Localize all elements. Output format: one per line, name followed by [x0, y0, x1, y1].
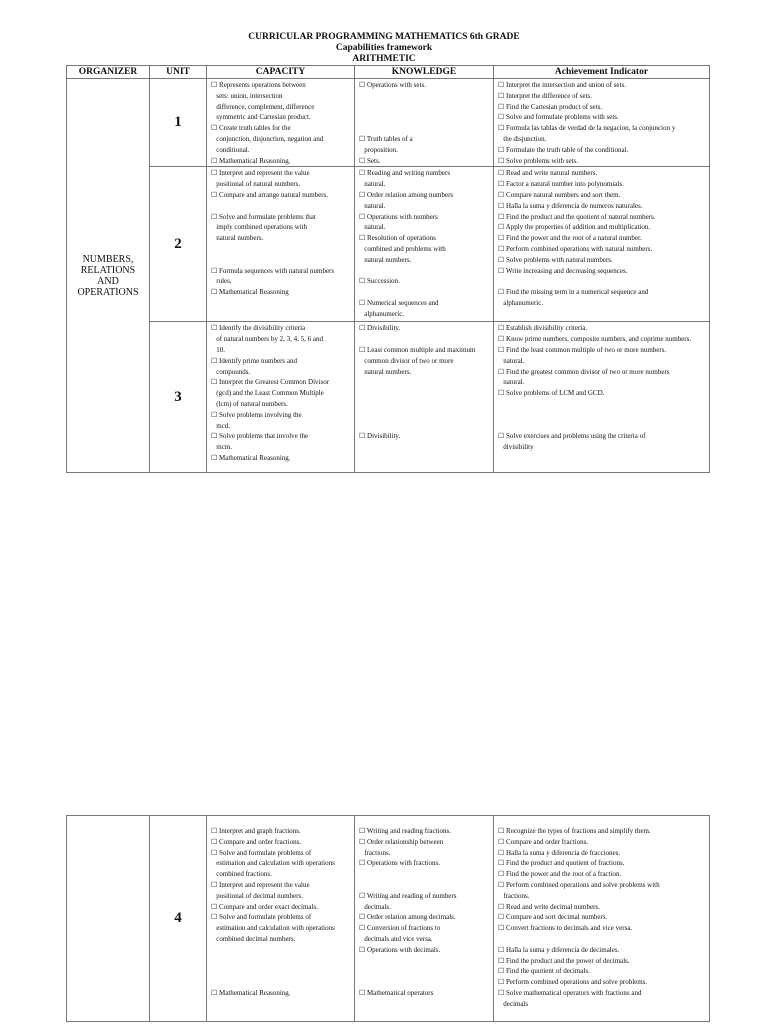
cell-line: ☐ Writing and reading of numbers — [359, 891, 457, 900]
capacity-cell — [207, 167, 355, 322]
col-header-organizer: ORGANIZER — [67, 66, 150, 79]
cell-line: ☐ Formula sequences with natural numbers — [211, 266, 335, 275]
cell-line: ☐ Order relation among decimals. — [359, 913, 456, 922]
unit-number: 2 — [150, 167, 207, 322]
cell-line: ☐ Solve and formulate problems of — [211, 848, 312, 857]
cell-line: ☐ Find the greatest common divisor of two or more numbers — [498, 367, 670, 376]
cell-line — [498, 399, 707, 410]
cell-line: ☐ Solve and formulate problems of — [211, 913, 312, 922]
capacity-cell — [207, 816, 355, 1022]
table-header-row — [67, 66, 710, 79]
cell-line: mcd. — [211, 421, 231, 430]
cell-line: ☐ Compare and sort decimal numbers. — [498, 913, 608, 922]
cell-line: ☐ Compare and order fractions. — [211, 837, 302, 846]
organizer-cell-empty — [67, 816, 150, 1022]
cell-line — [359, 977, 491, 988]
cell-line: ☐ Interpret the Greatest Common Divisor — [211, 378, 330, 387]
cell-line: ☐ Halla la suma y diferencia de fracciones. — [498, 848, 621, 857]
cell-line: ☐ Operations with sets. — [359, 81, 426, 89]
cell-line: ☐ Mathematical Reasoning. — [211, 453, 291, 462]
cell-line: ☐ Factor a natural number into polynomials. — [498, 180, 624, 189]
cell-line: ☐ Compare and order fractions. — [498, 837, 589, 846]
knowledge-cell — [355, 816, 494, 1022]
cell-line: ☐ Read and write natural numbers. — [498, 169, 598, 178]
cell-line: rules. — [211, 277, 232, 286]
cell-line: proposition. — [359, 145, 398, 154]
cell-line — [359, 880, 491, 891]
cell-line — [211, 201, 352, 212]
cell-line: ☐ Mathematical operators — [359, 988, 434, 997]
cell-line: ☐ Know prime numbers, composite numbers, and coprime numbers. — [498, 335, 692, 344]
cell-line: ☐ Divisibility. — [359, 324, 401, 333]
cell-line: ☐ Divisibility. — [359, 432, 401, 441]
cell-line: ☐ Perform combined operations and solve problems with — [498, 880, 660, 889]
capacity-cell — [207, 79, 355, 167]
cell-line: ☐ Solve problems of LCM and GCD. — [498, 389, 605, 398]
table-row — [67, 167, 710, 322]
cell-line: positional of decimal numbers. — [211, 891, 303, 900]
cell-line — [359, 334, 491, 345]
cell-line: ☐ Apply the properties of addition and multiplication. — [498, 223, 651, 232]
cell-line: ☐ Order relationship between — [359, 837, 444, 846]
cell-line: common divisor of two or more — [359, 356, 454, 365]
cell-line: combined and problems with — [359, 244, 446, 253]
knowledge-cell — [355, 322, 494, 473]
cell-line: ☐ Compare and arrange natural numbers. — [211, 190, 329, 199]
cell-line: ☐ Find the Cartesian product of sets. — [498, 102, 603, 111]
cell-line: compounds. — [211, 367, 251, 376]
cell-line: sets: union, intersection — [211, 91, 283, 100]
knowledge-cell — [355, 167, 494, 322]
cell-line: (gcd) and the Least Common Multiple — [211, 389, 324, 398]
cell-line — [359, 966, 491, 977]
cell-line: ☐ Solve problems with sets. — [498, 156, 578, 165]
cell-line: ☐ Find the product and the power of decimals. — [498, 956, 630, 965]
cell-line: fractions. — [498, 891, 530, 900]
cell-line — [359, 388, 491, 399]
cell-line — [359, 399, 491, 410]
cell-line: conjunction, disjunction, negation and — [211, 134, 324, 143]
cell-line — [359, 869, 491, 880]
cell-line: ☐ Interpret and graph fractions. — [211, 827, 301, 835]
cell-line — [211, 244, 352, 255]
indicator-cell — [494, 816, 710, 1022]
cell-line — [359, 287, 491, 298]
cell-line: ☐ Reading and writing numbers — [359, 169, 451, 178]
cell-line: ☐ Operations with decimals. — [359, 945, 441, 954]
cell-line: ☐ Interpret and represent the value — [211, 169, 310, 178]
cell-line: ☐ Identify prime numbers and — [211, 356, 297, 365]
cell-line: ☐ Order relation among numbers — [359, 190, 454, 199]
cell-line — [359, 421, 491, 432]
cell-line — [359, 123, 491, 134]
col-header-capacity: CAPACITY — [207, 66, 355, 79]
indicator-cell — [494, 167, 710, 322]
knowledge-cell — [355, 79, 494, 167]
cell-line: estimation and calculation with operations — [211, 859, 335, 868]
cell-line: the disjunction. — [498, 134, 547, 143]
cell-line: ☐ Convert fractions to decimals and vice versa. — [498, 924, 633, 933]
cell-line — [359, 956, 491, 967]
cell-line: ☐ Numerical sequences and — [359, 298, 439, 307]
col-header-knowledge: KNOWLEDGE — [355, 66, 494, 79]
cell-line: alphanumeric. — [498, 298, 544, 307]
col-header-achievement-indicator: Achievement Indicator — [494, 66, 710, 79]
document-title: CURRICULAR PROGRAMMING MATHEMATICS 6th GRADE — [248, 32, 520, 42]
cell-line: natural. — [359, 223, 386, 232]
cell-line — [359, 410, 491, 421]
cell-line: ☐ Solve problems with natural numbers. — [498, 255, 613, 264]
cell-line: natural. — [498, 356, 525, 365]
cell-line: ☐ Mathematical Reasoning — [211, 288, 289, 297]
cell-line — [211, 255, 352, 266]
cell-line: ☐ Operations with numbers — [359, 212, 438, 221]
cell-line: estimation and calculation with operations — [211, 924, 335, 933]
cell-line: ☐ Represents operations between — [211, 81, 306, 89]
cell-line: ☐ Solve problems that involve the — [211, 432, 309, 441]
section-title: ARITHMETIC — [352, 54, 416, 64]
indicator-cell — [494, 322, 710, 473]
cell-line: divisibility — [498, 443, 534, 452]
cell-line — [498, 410, 707, 421]
cell-line: decimals. — [359, 902, 391, 911]
cell-line: ☐ Halla la suma y diferencia de decimales. — [498, 945, 620, 954]
cell-line: ☐ Succession. — [359, 277, 400, 286]
cell-line: ☐ Compare and order exact decimals. — [211, 902, 318, 911]
cell-line: ☐ Interpret the intersection and union of sets. — [498, 81, 626, 89]
cell-line: ☐ Find the product and the quotient of natural numbers. — [498, 212, 656, 221]
cell-line: ☐ Perform combined operations with natural numbers. — [498, 244, 653, 253]
cell-line: ☐ Formulate the truth table of the conditional. — [498, 145, 629, 154]
cell-line: ☐ Find the missing term in a numerical sequence and — [498, 288, 649, 297]
cell-line: positional of natural numbers. — [211, 180, 301, 189]
cell-line: ☐ Operations with fractions. — [359, 859, 440, 868]
cell-line: alphanumeric. — [359, 309, 405, 318]
cell-line: ☐ Find the power and the root of a fraction. — [498, 870, 622, 879]
table-row — [67, 322, 710, 473]
cell-line: ☐ Compare natural numbers and sort them. — [498, 190, 621, 199]
cell-line: ☐ Read and write decimal numbers. — [498, 902, 600, 911]
cell-line: ☐ Mathematical Reasoning. — [211, 988, 291, 997]
cell-line: ☐ Establish divisibility criteria. — [498, 324, 588, 333]
cell-line: conditional. — [211, 145, 250, 154]
cell-line — [498, 934, 707, 945]
cell-line — [359, 91, 491, 102]
cell-line: (lcm) of natural numbers. — [211, 399, 288, 408]
cell-line: ☐ Perform combined operations and solve problems. — [498, 978, 648, 987]
cell-line: ☐ Write increasing and decreasing sequences. — [498, 266, 628, 275]
next-row-border — [66, 1021, 708, 1025]
cell-line: decimals and vice versa. — [359, 934, 433, 943]
cell-line: ☐ Conversion of fractions to — [359, 924, 441, 933]
organizer-cell: NUMBERS, RELATIONS AND OPERATIONS — [67, 79, 150, 473]
cell-line: ☐ Interpret and represent the value — [211, 880, 310, 889]
unit-number: 1 — [150, 79, 207, 167]
cell-line: ☐ Solve exercises and problems using the criteria of — [498, 432, 646, 441]
cell-line: natural numbers. — [359, 255, 412, 264]
cell-line: fractions. — [359, 848, 391, 857]
cell-line: ☐ Solve problems involving the — [211, 410, 302, 419]
capacity-cell — [207, 322, 355, 473]
unit-number: 4 — [150, 816, 207, 1022]
cell-line: decimals — [498, 999, 529, 1008]
indicator-cell — [494, 79, 710, 167]
cell-line — [211, 956, 352, 967]
cell-line: ☐ Resolution of operations — [359, 234, 436, 243]
cell-line — [359, 112, 491, 123]
cell-line — [211, 977, 352, 988]
curriculum-table — [66, 65, 710, 473]
cell-line: 10. — [211, 345, 225, 354]
cell-line: ☐ Find the product and quotient of fractions. — [498, 859, 625, 868]
cell-line: natural. — [498, 378, 525, 387]
cell-line: ☐ Interpret the difference of sets. — [498, 91, 592, 100]
cell-line — [498, 276, 707, 287]
col-header-unit: UNIT — [150, 66, 207, 79]
cell-line — [211, 945, 352, 956]
cell-line: ☐ Recognize the types of fractions and simplify them. — [498, 827, 651, 835]
cell-line: ☐ Find the least common multiple of two or more numbers. — [498, 345, 667, 354]
cell-line: ☐ Identify the divisibility criteria — [211, 324, 306, 333]
cell-line — [359, 102, 491, 113]
cell-line: natural numbers. — [359, 367, 412, 376]
cell-line: ☐ Halla la suma y diferencia de numeros naturales. — [498, 201, 643, 210]
table-row — [67, 79, 710, 167]
cell-line: symmetric and Cartesian product. — [211, 113, 311, 122]
cell-line: ☐ Mathematical Reasoning. — [211, 156, 291, 165]
cell-line — [211, 966, 352, 977]
cell-line: imply combined operations with — [211, 223, 308, 232]
cell-line: ☐ Truth tables of a — [359, 134, 413, 143]
cell-line: mcm. — [211, 443, 232, 452]
document-subtitle: Capabilities framework — [335, 43, 433, 53]
cell-line: combined decimal numbers. — [211, 934, 296, 943]
curriculum-table-continued — [66, 815, 710, 1022]
cell-line: of natural numbers by 2, 3, 4, 5, 6 and — [211, 335, 323, 344]
cell-line: combined fractions. — [211, 870, 272, 879]
cell-line: ☐ Sets. — [359, 156, 381, 165]
cell-line: ☐ Create truth tables for the — [211, 124, 291, 133]
cell-line: ☐ Least common multiple and maximum — [359, 345, 476, 354]
cell-line: ☐ Writing and reading fractions. — [359, 827, 451, 835]
cell-line — [359, 377, 491, 388]
cell-line: natural numbers. — [211, 234, 264, 243]
cell-line: natural. — [359, 180, 386, 189]
unit-number: 3 — [150, 322, 207, 473]
cell-line: ☐ Find the quotient of decimals. — [498, 967, 590, 976]
cell-line: natural. — [359, 201, 386, 210]
table-row — [67, 816, 710, 1022]
cell-line: ☐ Solve mathematical operators with fractions and — [498, 988, 642, 997]
cell-line: ☐ Find the power and the root of a natural number. — [498, 234, 642, 243]
cell-line: difference, complement, difference — [211, 102, 315, 111]
cell-line — [498, 421, 707, 432]
cell-line — [359, 266, 491, 277]
cell-line: ☐ Solve and formulate problems that — [211, 212, 316, 221]
cell-line: ☐ Formula las tablas de verdad de la negacion, la conjuncion y — [498, 124, 676, 133]
cell-line: ☐ Solve and formulate problems with sets. — [498, 113, 619, 122]
